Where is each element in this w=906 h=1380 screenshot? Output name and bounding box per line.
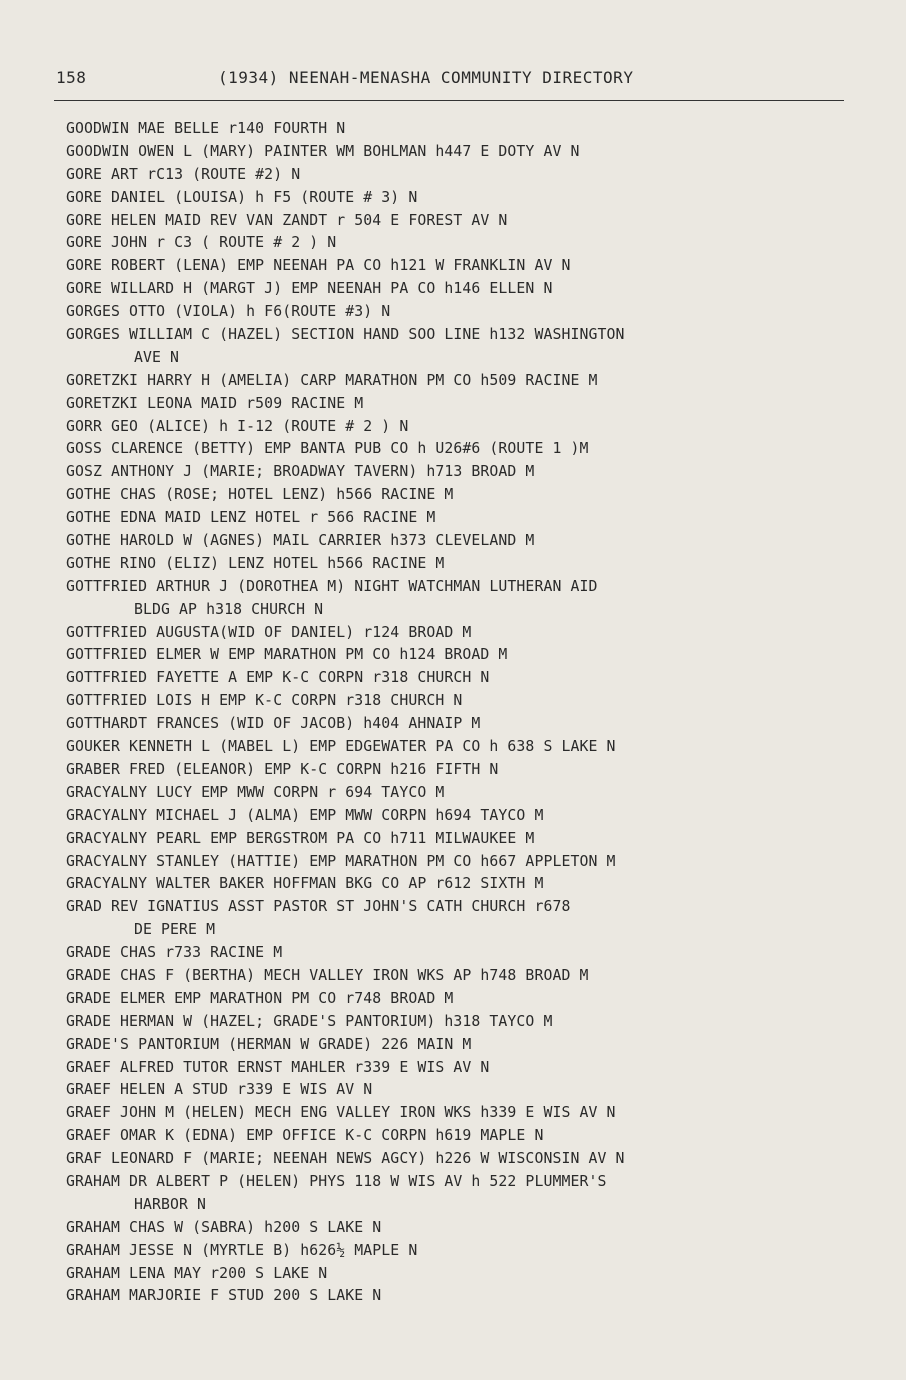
directory-entry: GRAF LEONARD F (MARIE; NEENAH NEWS AGCY) h226 W WISCONSIN AV N <box>66 1150 625 1168</box>
directory-entry: GORE WILLARD H (MARGT J) EMP NEENAH PA CO h146 ELLEN N <box>66 280 553 298</box>
directory-entry: GRAD REV IGNATIUS ASST PASTOR ST JOHN'S CATH CHURCH r678 <box>66 898 571 916</box>
directory-entry: GRADE'S PANTORIUM (HERMAN W GRADE) 226 MAIN M <box>66 1035 472 1053</box>
directory-entry: GRAEF ALFRED TUTOR ERNST MAHLER r339 E WIS AV N <box>66 1058 490 1076</box>
directory-entry: AVE N <box>134 348 180 366</box>
page-header <box>56 68 846 96</box>
directory-entry: GRACYALNY LUCY EMP MWW CORPN r 694 TAYCO M <box>66 783 445 801</box>
directory-entry: GRAHAM LENA MAY r200 S LAKE N <box>66 1264 328 1282</box>
directory-entry: GOTTFRIED AUGUSTA(WID OF DANIEL) r124 BROAD M <box>66 623 472 641</box>
directory-entry: GORE ART rC13 (ROUTE #2) N <box>66 165 301 183</box>
directory-entry: GOTTFRIED FAYETTE A EMP K-C CORPN r318 CHURCH N <box>66 669 490 687</box>
directory-entry: GRAHAM MARJORIE F STUD 200 S LAKE N <box>66 1287 382 1305</box>
directory-entry: GOODWIN MAE BELLE r140 FOURTH N <box>66 120 346 137</box>
directory-entry: GOTHE EDNA MAID LENZ HOTEL r 566 RACINE M <box>66 509 436 527</box>
directory-entry: GRAEF HELEN A STUD r339 E WIS AV N <box>66 1081 373 1099</box>
directory-entry: GRADE ELMER EMP MARATHON PM CO r748 BROAD M <box>66 989 454 1007</box>
directory-entry: GOTTFRIED ELMER W EMP MARATHON PM CO h124 BROAD M <box>66 646 508 664</box>
directory-entry: GOTHE CHAS (ROSE; HOTEL LENZ) h566 RACINE M <box>66 486 454 504</box>
directory-entry: DE PERE M <box>134 921 216 939</box>
directory-entry: GOSZ ANTHONY J (MARIE; BROADWAY TAVERN) h713 BROAD M <box>66 463 535 481</box>
directory-entry: GORR GEO (ALICE) h I-12 (ROUTE # 2 ) N <box>66 417 409 435</box>
directory-entry: GORGES OTTO (VIOLA) h F6(ROUTE #3) N <box>66 303 391 321</box>
directory-entry: GRAHAM CHAS W (SABRA) h200 S LAKE N <box>66 1218 382 1236</box>
directory-entry: GORETZKI LEONA MAID r509 RACINE M <box>66 394 364 412</box>
directory-entry: GRADE HERMAN W (HAZEL; GRADE'S PANTORIUM) h318 TAYCO M <box>66 1012 553 1030</box>
directory-entry: GRAHAM DR ALBERT P (HELEN) PHYS 118 W WIS AV h 522 PLUMMER'S <box>66 1172 607 1190</box>
directory-entry: GRAEF JOHN M (HELEN) MECH ENG VALLEY IRON WKS h339 E WIS AV N <box>66 1104 616 1122</box>
directory-entry: GRACYALNY WALTER BAKER HOFFMAN BKG CO AP r612 SIXTH M <box>66 875 544 893</box>
directory-entry: GORETZKI HARRY H (AMELIA) CARP MARATHON PM CO h509 RACINE M <box>66 371 598 389</box>
directory-entry: GRABER FRED (ELEANOR) EMP K-C CORPN h216 FIFTH N <box>66 760 499 778</box>
directory-entry: GOUKER KENNETH L (MABEL L) EMP EDGEWATER PA CO h 638 S LAKE N <box>66 738 616 756</box>
directory-entry: GRAEF OMAR K (EDNA) EMP OFFICE K-C CORPN h619 MAPLE N <box>66 1127 544 1145</box>
directory-entry: GOTHE RINO (ELIZ) LENZ HOTEL h566 RACINE M <box>66 554 445 572</box>
directory-entry: GORE DANIEL (LOUISA) h F5 (ROUTE # 3) N <box>66 188 418 206</box>
header-rule <box>54 100 844 101</box>
directory-entry: GOTTFRIED LOIS H EMP K-C CORPN r318 CHURCH N <box>66 692 463 710</box>
directory-entry: GOSS CLARENCE (BETTY) EMP BANTA PUB CO h U26#6 (ROUTE 1 )M <box>66 440 589 458</box>
page-number: 158 <box>56 68 87 87</box>
directory-entry: GOTTHARDT FRANCES (WID OF JACOB) h404 AHNAIP M <box>66 715 481 733</box>
directory-entry: GRAHAM JESSE N (MYRTLE B) h626½ MAPLE N <box>66 1241 418 1259</box>
directory-entry: GRACYALNY STANLEY (HATTIE) EMP MARATHON PM CO h667 APPLETON M <box>66 852 616 870</box>
directory-entry: GORGES WILLIAM C (HAZEL) SECTION HAND SOO LINE h132 WASHINGTON <box>66 326 625 344</box>
directory-entry: GRADE CHAS r733 RACINE M <box>66 944 283 962</box>
directory-entry: GOTHE HAROLD W (AGNES) MAIL CARRIER h373 CLEVELAND M <box>66 532 535 550</box>
directory-entry: GRACYALNY PEARL EMP BERGSTROM PA CO h711 MILWAUKEE M <box>66 829 535 847</box>
directory-entry: GOTTFRIED ARTHUR J (DOROTHEA M) NIGHT WATCHMAN LUTHERAN AID <box>66 577 598 595</box>
directory-entry: GRADE CHAS F (BERTHA) MECH VALLEY IRON WKS AP h748 BROAD M <box>66 966 589 984</box>
directory-entry: GORE JOHN r C3 ( ROUTE # 2 ) N <box>66 234 337 252</box>
directory-entry: HARBOR N <box>134 1195 207 1213</box>
directory-entry: BLDG AP h318 CHURCH N <box>134 600 324 618</box>
directory-entry: GRACYALNY MICHAEL J (ALMA) EMP MWW CORPN h694 TAYCO M <box>66 806 544 824</box>
page-title: (1934) NEENAH-MENASHA COMMUNITY DIRECTORY <box>218 68 634 87</box>
directory-entry: GORE HELEN MAID REV VAN ZANDT r 504 E FOREST AV N <box>66 211 508 229</box>
directory-entry: GOODWIN OWEN L (MARY) PAINTER WM BOHLMAN h447 E DOTY AV N <box>66 142 580 160</box>
directory-entry: GORE ROBERT (LENA) EMP NEENAH PA CO h121 W FRANKLIN AV N <box>66 257 571 275</box>
directory-entries <box>66 118 856 1308</box>
